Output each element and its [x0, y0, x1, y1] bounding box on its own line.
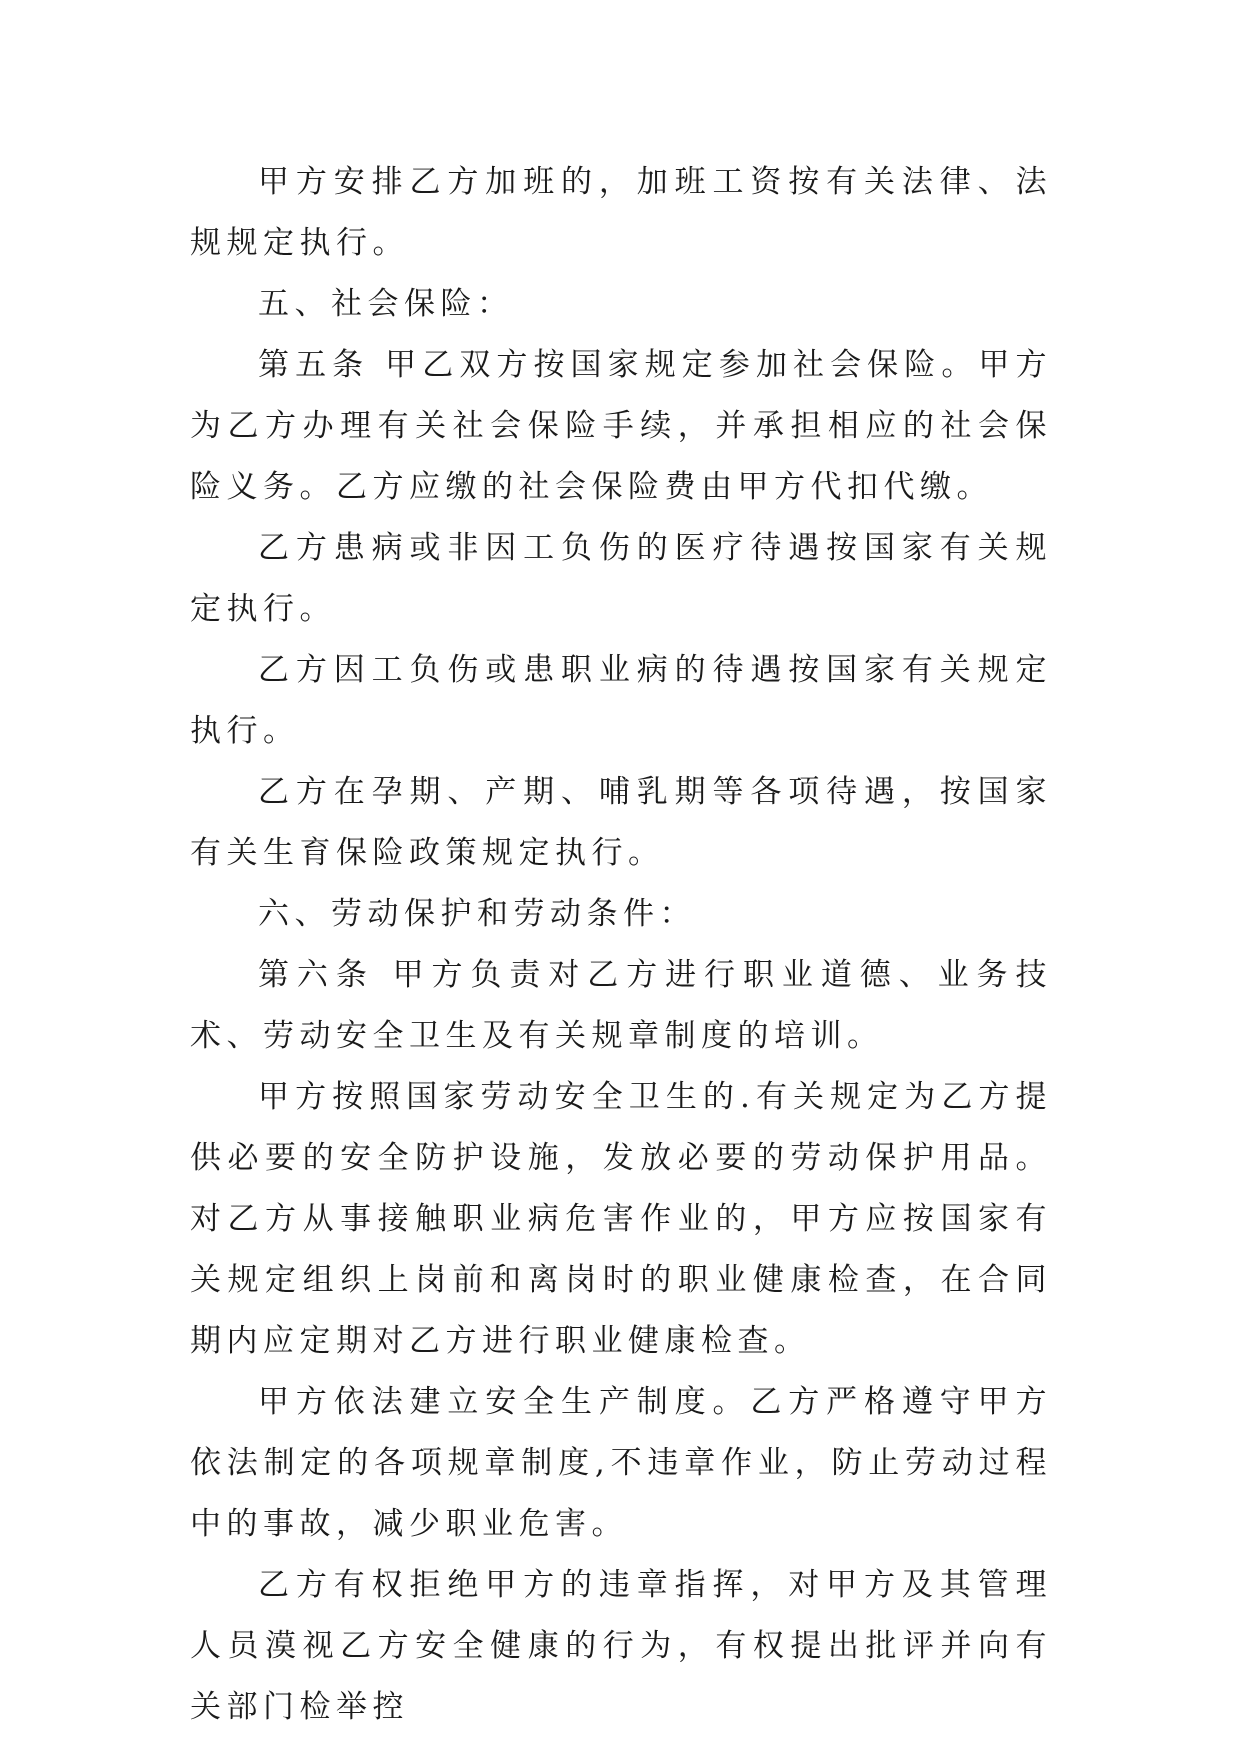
paragraph-article-6: 第六条 甲方负责对乙方进行职业道德、业务技术、劳动安全卫生及有关规章制度的培训。 — [190, 957, 1052, 1054]
paragraph-illness-medical: 乙方患病或非因工负伤的医疗待遇按国家有关规定执行。 — [190, 530, 1052, 627]
paragraph-overtime-pay: 甲方安排乙方加班的，加班工资按有关法律、法规规定执行。 — [190, 164, 1052, 261]
document-body — [190, 152, 1052, 1738]
section-heading-labor-protection: 六、劳动保护和劳动条件： — [258, 896, 696, 932]
paragraph-work-injury: 乙方因工负伤或患职业病的待遇按国家有关规定执行。 — [190, 652, 1052, 749]
paragraph-safety-system: 甲方依法建立安全生产制度。乙方严格遵守甲方依法制定的各项规章制度,不违章作业，防止劳动过程中的事故，减少职业危害。 — [190, 1384, 1052, 1542]
paragraph-article-5: 第五条 甲乙双方按国家规定参加社会保险。甲方为乙方办理有关社会保险手续，并承担相应的社会保险义务。乙方应缴的社会保险费由甲方代扣代缴。 — [190, 347, 1052, 505]
section-heading-social-insurance: 五、社会保险： — [258, 286, 514, 322]
paragraph-right-to-refuse: 乙方有权拒绝甲方的违章指挥，对甲方及其管理人员漠视乙方安全健康的行为，有权提出批评并向有关部门检举控 — [190, 1567, 1052, 1725]
paragraph-safety-equipment: 甲方按照国家劳动安全卫生的.有关规定为乙方提供必要的安全防护设施，发放必要的劳动保护用品。对乙方从事接触职业病危害作业的，甲方应按国家有关规定组织上岗前和离岗时的职业健康检查，在合同期内应定期对乙方进行职业健康检查。 — [190, 1079, 1052, 1359]
paragraph-maternity: 乙方在孕期、产期、哺乳期等各项待遇，按国家有关生育保险政策规定执行。 — [190, 774, 1052, 871]
